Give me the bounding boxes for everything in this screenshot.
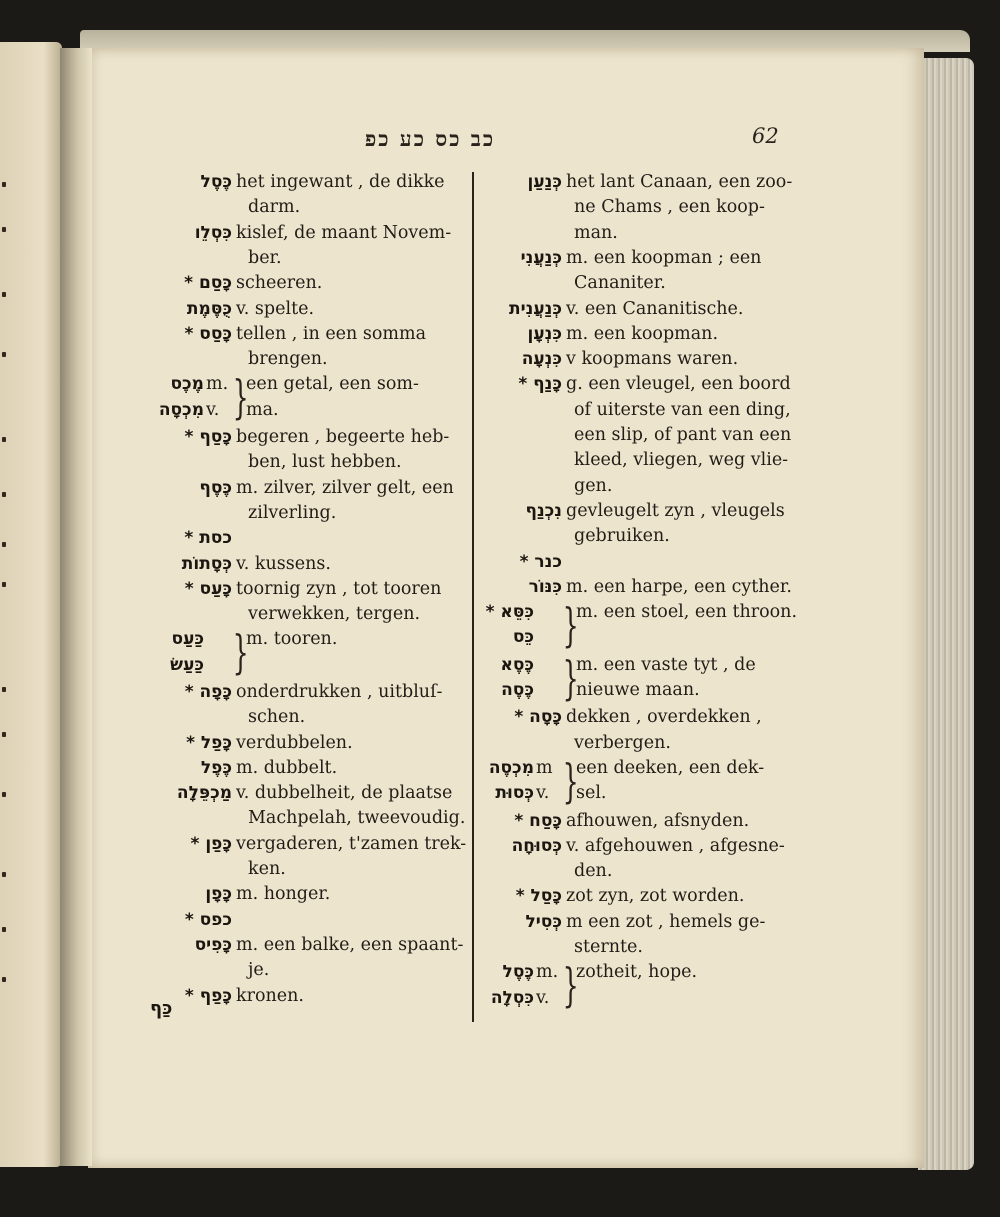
definition-text: verdubbelen. xyxy=(236,732,353,753)
definition-text: kislef, de maant Novem- xyxy=(236,222,452,243)
definition-text: sternte. xyxy=(574,936,643,957)
headword: מֶכֶס xyxy=(170,374,204,395)
brace: } xyxy=(562,598,579,653)
definition-text: een slip, of pant van een xyxy=(574,424,792,445)
headword: כָּסַף * xyxy=(184,427,232,447)
definition-text: ken. xyxy=(248,859,286,880)
gender-label: v. xyxy=(536,783,550,804)
headword: כַּעַס xyxy=(171,629,204,650)
headword: נִכְנַף xyxy=(525,500,562,521)
definition-text: ber. xyxy=(248,247,282,268)
definition-text: m. een stoel, een throon. xyxy=(576,602,798,623)
headword: מִכְסָה xyxy=(158,399,204,420)
headword: כָּסַם * xyxy=(184,273,232,294)
definition-text: kronen. xyxy=(236,985,304,1006)
definition-text: v koopmans waren. xyxy=(566,349,739,370)
definition-text: scheeren. xyxy=(236,273,323,294)
headword: כִּסְלָה xyxy=(490,987,534,1008)
definition-text: zilverling. xyxy=(248,502,337,523)
definition-text: het lant Canaan, een zoo- xyxy=(566,172,793,192)
definition-text: of uiterste van een ding, xyxy=(574,399,791,420)
definition-text: v. afgehouwen , afgesne- xyxy=(566,835,785,856)
headword: כְּסוּחָה xyxy=(511,835,562,856)
definition-text: m. een balke, een spaant- xyxy=(236,935,464,955)
definition-text: een getal, een som- xyxy=(246,374,419,395)
gender-label: m. xyxy=(536,962,559,983)
headword: כְּנַעֲנִי xyxy=(520,247,562,268)
headword: כִּנְעָה xyxy=(521,349,562,370)
headword: כָּפַל * xyxy=(186,732,232,753)
definition-text: m. honger. xyxy=(236,884,331,905)
gender-label: m xyxy=(536,757,553,778)
definition-text: zotheit, hope. xyxy=(576,962,698,983)
definition-text: m. een koopman. xyxy=(566,323,719,344)
definition-text: afhouwen, afsnyden. xyxy=(566,810,750,831)
definition-text: toornig zyn , tot tooren xyxy=(236,578,442,599)
brace: } xyxy=(562,650,579,705)
definition-text: v. dubbelheit, de plaatse xyxy=(236,783,453,804)
headword: כֻּסֶּמֶת xyxy=(186,298,232,319)
headword: כפס * xyxy=(184,909,232,930)
facing-page-edge xyxy=(0,42,62,1167)
headword: כֶּסֶה xyxy=(501,679,534,700)
running-header: כב כס כע כפ xyxy=(364,126,496,151)
brace: } xyxy=(562,753,579,808)
headword: כסת * xyxy=(184,528,232,549)
definition-text: v. een Cananitische. xyxy=(566,298,744,319)
definition-text: nieuwe maan. xyxy=(576,679,700,700)
definition-text: m. een vaste tyt , de xyxy=(576,654,756,675)
gender-label: m. xyxy=(206,374,229,395)
headword: כָּפִיס xyxy=(194,935,232,955)
definition-text: je. xyxy=(248,960,270,981)
headword: כנר * xyxy=(519,551,562,572)
definition-text: verwekken, tergen. xyxy=(248,604,421,625)
definition-text: ben, lust hebben. xyxy=(248,452,402,473)
headword: כָּסַל * xyxy=(515,886,562,907)
headword: כַּעַשׂ xyxy=(170,654,204,675)
definition-text: kleed, vliegen, weg vlie- xyxy=(574,450,789,471)
headword: כְּנַעֲנִית xyxy=(509,298,562,319)
definition-text: g. een vleugel, een boord xyxy=(566,374,791,395)
headword: כִּנְעָן xyxy=(527,323,562,344)
definition-text: gebruiken. xyxy=(574,526,670,547)
definition-text: ne Chams , een koop- xyxy=(574,197,765,218)
headword: כָּסַס * xyxy=(184,323,232,344)
page-number: 62 xyxy=(752,124,779,148)
definition-text: verbergen. xyxy=(574,732,671,753)
headword: כִּנּוֹר xyxy=(528,576,562,597)
definition-text: m. een koopman ; een xyxy=(566,247,762,268)
definition-text: zot zyn, zot worden. xyxy=(566,886,745,907)
headword: כָּפָן xyxy=(205,884,232,905)
headword: כָּנַף * xyxy=(518,374,562,395)
brace: } xyxy=(232,370,249,425)
definition-text: man. xyxy=(574,222,618,243)
definition-text: vergaderen, t'zamen trek- xyxy=(236,833,467,854)
definition-text: brengen. xyxy=(248,349,328,370)
definition-text: het ingewant , de dikke xyxy=(236,172,445,192)
headword: כֶּסֶף xyxy=(199,477,232,498)
column-divider xyxy=(472,172,474,1022)
gender-label: v. xyxy=(206,399,220,420)
headword: כִּסְלֵו xyxy=(194,222,232,243)
headword: כָּסָה * xyxy=(514,707,562,728)
headword: כִּסֵּא * xyxy=(485,602,534,623)
headword: מַכְפֵּלָה xyxy=(176,783,232,804)
definition-text: m een zot , hemels ge- xyxy=(566,911,766,932)
definition-text: onderdrukken , uitbluſ- xyxy=(236,682,443,702)
definition-text: Cananiter. xyxy=(574,273,666,294)
definition-text: m. zilver, zilver gelt, een xyxy=(236,477,454,498)
brace: } xyxy=(232,625,249,680)
headword: כְּנַעַן xyxy=(527,172,562,192)
headword: כָּסַח * xyxy=(514,810,562,831)
definition-text: gevleugelt zyn , vleugels xyxy=(566,500,785,521)
brace: } xyxy=(562,958,579,1013)
definition-text: Machpelah, tweevoudig. xyxy=(248,808,466,829)
definition-text: gen. xyxy=(574,475,613,496)
book-gutter xyxy=(60,48,92,1166)
headword: כָּפַף * xyxy=(184,985,232,1006)
headword: כְּסִיל xyxy=(525,911,562,932)
headword: כֶּסֶל xyxy=(200,172,232,192)
definition-text: ma. xyxy=(246,399,279,420)
headword: כָּעַס * xyxy=(184,578,232,599)
headword: כָּפָה * xyxy=(184,682,232,702)
headword: כֶּסֶא xyxy=(500,654,534,675)
headword: כֵּס xyxy=(512,627,534,648)
headword: כָּפַן * xyxy=(190,833,232,854)
definition-text: een deeken, een dek- xyxy=(576,757,765,778)
definition-text: sel. xyxy=(576,783,607,804)
headword: כֶּסֶל xyxy=(502,962,534,983)
headword: כְּסָתוֹת xyxy=(181,553,232,574)
definition-text: m. dubbelt. xyxy=(236,757,338,778)
definition-text: tellen , in een somma xyxy=(236,323,427,344)
definition-text: m. een harpe, een cyther. xyxy=(566,576,792,597)
headword: כְּסוּת xyxy=(495,783,534,804)
catchword: כַּף xyxy=(150,998,173,1019)
gender-label: v. xyxy=(536,987,550,1008)
definition-text: dekken , overdekken , xyxy=(566,707,762,728)
page-block-edge xyxy=(918,58,974,1170)
definition-text: den. xyxy=(574,861,613,882)
definition-text: schen. xyxy=(248,707,306,728)
definition-text: darm. xyxy=(248,197,301,218)
headword: מִכְסֶה xyxy=(488,757,534,778)
definition-text: begeren , begeerte heb- xyxy=(236,427,450,447)
headword: כֶּפֶל xyxy=(200,757,232,778)
facing-page-text-fragments xyxy=(0,42,10,1167)
definition-text: v. spelte. xyxy=(236,298,315,319)
definition-text: m. tooren. xyxy=(246,629,338,650)
definition-text: v. kussens. xyxy=(236,553,331,574)
